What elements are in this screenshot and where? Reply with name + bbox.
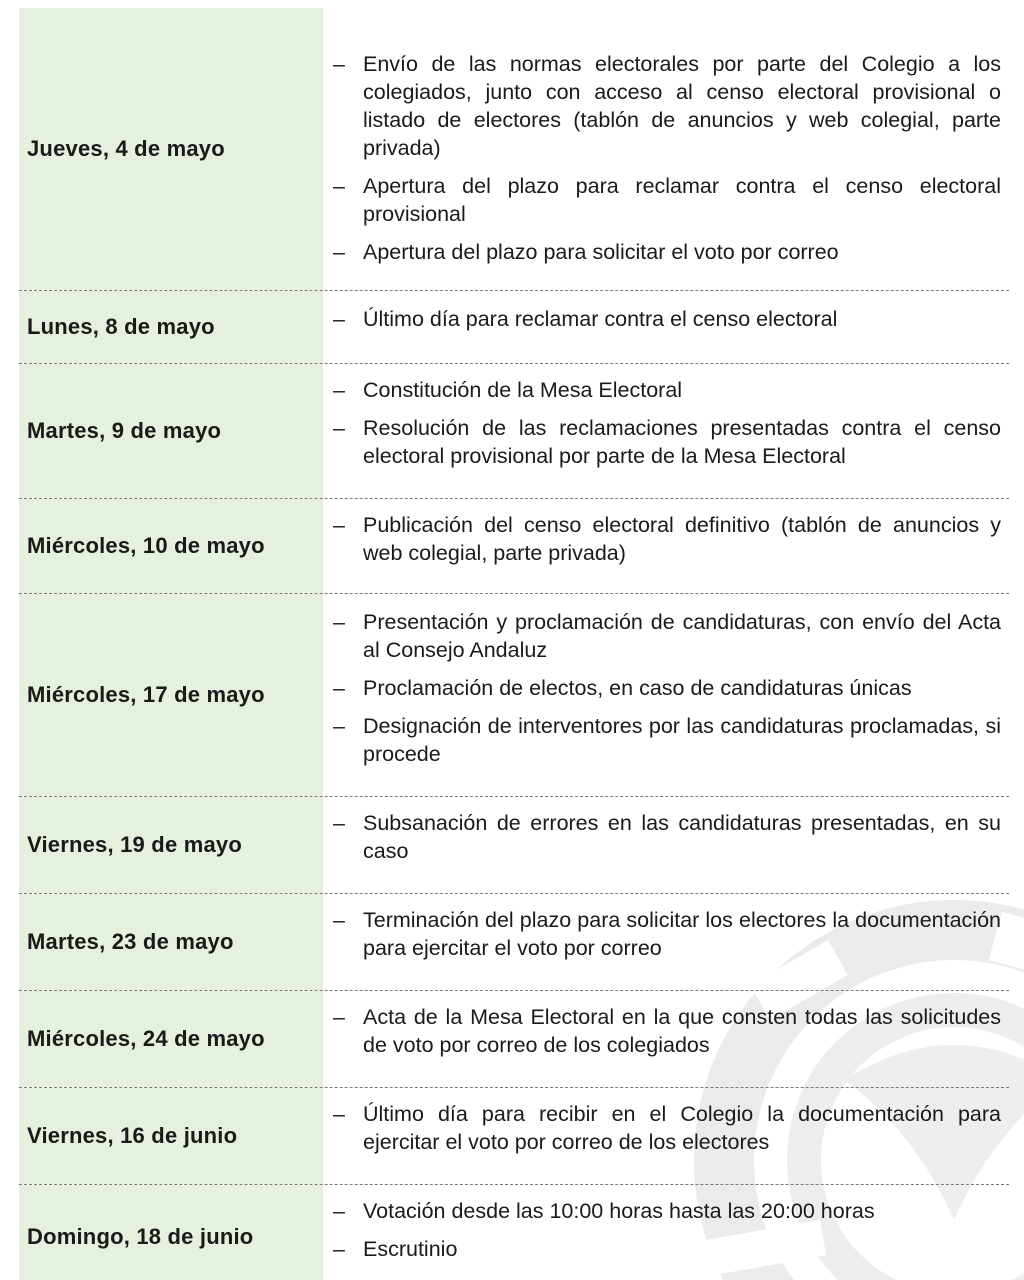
schedule-date: Domingo, 18 de junio bbox=[19, 1185, 323, 1280]
schedule-items bbox=[323, 8, 1009, 290]
schedule-date: Viernes, 19 de mayo bbox=[19, 797, 323, 893]
schedule-row bbox=[19, 1185, 1009, 1280]
schedule-row bbox=[19, 894, 1009, 991]
schedule-items bbox=[323, 291, 1009, 363]
schedule-row bbox=[19, 291, 1009, 364]
schedule-item bbox=[323, 305, 1001, 333]
schedule-item-text: Acta de la Mesa Electoral en la que consten todas las solicitudes de voto por correo de los colegiados bbox=[363, 1005, 1001, 1057]
schedule-item-text: Votación desde las 10:00 horas hasta las 20:00 horas bbox=[363, 1199, 875, 1223]
schedule-items bbox=[323, 797, 1009, 893]
bullet-dash: – bbox=[333, 378, 345, 402]
schedule-item bbox=[323, 376, 1001, 404]
bullet-dash: – bbox=[333, 174, 345, 198]
bullet-dash: – bbox=[333, 416, 345, 440]
schedule-date: Martes, 9 de mayo bbox=[19, 364, 323, 498]
schedule-item bbox=[323, 50, 1001, 162]
schedule-date: Viernes, 16 de junio bbox=[19, 1088, 323, 1184]
schedule-date: Miércoles, 10 de mayo bbox=[19, 499, 323, 593]
schedule-item-text: Resolución de las reclamaciones presentadas contra el censo electoral provisional por parte de la Mesa Electoral bbox=[363, 416, 1001, 468]
schedule-item bbox=[323, 1003, 1001, 1059]
schedule-item bbox=[323, 238, 1001, 266]
schedule-row bbox=[19, 8, 1009, 291]
bullet-dash: – bbox=[333, 1005, 345, 1029]
schedule-item bbox=[323, 674, 1001, 702]
bullet-dash: – bbox=[333, 1102, 345, 1126]
schedule-date: Miércoles, 24 de mayo bbox=[19, 991, 323, 1087]
schedule-items bbox=[323, 1088, 1009, 1184]
schedule-item-text: Apertura del plazo para solicitar el voto por correo bbox=[363, 240, 839, 264]
schedule-item-text: Terminación del plazo para solicitar los electores la documentación para ejercitar el voto por correo bbox=[363, 908, 1001, 960]
schedule-items bbox=[323, 894, 1009, 990]
bullet-dash: – bbox=[333, 676, 345, 700]
schedule-item-text: Subsanación de errores en las candidaturas presentadas, en su caso bbox=[363, 811, 1001, 863]
schedule-item bbox=[323, 1197, 1001, 1225]
schedule-item-text: Designación de interventores por las candidaturas proclamadas, si procede bbox=[363, 714, 1001, 766]
schedule-items bbox=[323, 1185, 1009, 1280]
schedule-date: Jueves, 4 de mayo bbox=[19, 8, 323, 290]
schedule-date: Martes, 23 de mayo bbox=[19, 894, 323, 990]
bullet-dash: – bbox=[333, 1199, 345, 1223]
schedule-item-text: Publicación del censo electoral definitivo (tablón de anuncios y web colegial, parte privada) bbox=[363, 513, 1001, 565]
schedule-item bbox=[323, 414, 1001, 470]
schedule-date: Miércoles, 17 de mayo bbox=[19, 594, 323, 796]
bullet-dash: – bbox=[333, 240, 345, 264]
schedule-row bbox=[19, 797, 1009, 894]
schedule-items bbox=[323, 594, 1009, 796]
schedule-row bbox=[19, 1088, 1009, 1185]
schedule-item-text: Envío de las normas electorales por parte del Colegio a los colegiados, junto con acceso al censo electoral provisional o listado de electores (tablón de anuncios y web colegial, parte privada) bbox=[363, 52, 1001, 160]
schedule-item bbox=[323, 1100, 1001, 1156]
bullet-dash: – bbox=[333, 811, 345, 835]
schedule-item bbox=[323, 1235, 1001, 1263]
schedule-item-text: Proclamación de electos, en caso de candidaturas únicas bbox=[363, 676, 912, 700]
bullet-dash: – bbox=[333, 513, 345, 537]
schedule-item bbox=[323, 608, 1001, 664]
electoral-calendar-table bbox=[19, 8, 1009, 1280]
schedule-item-text: Constitución de la Mesa Electoral bbox=[363, 378, 683, 402]
schedule-item bbox=[323, 172, 1001, 228]
schedule-items bbox=[323, 499, 1009, 593]
bullet-dash: – bbox=[333, 307, 345, 331]
schedule-date: Lunes, 8 de mayo bbox=[19, 291, 323, 363]
schedule-item-text: Último día para reclamar contra el censo electoral bbox=[363, 307, 838, 331]
schedule-row bbox=[19, 499, 1009, 594]
schedule-items bbox=[323, 364, 1009, 498]
bullet-dash: – bbox=[333, 714, 345, 738]
schedule-items bbox=[323, 991, 1009, 1087]
bullet-dash: – bbox=[333, 610, 345, 634]
bullet-dash: – bbox=[333, 1237, 345, 1261]
schedule-item bbox=[323, 809, 1001, 865]
schedule-row bbox=[19, 364, 1009, 499]
schedule-item-text: Último día para recibir en el Colegio la documentación para ejercitar el voto por correo de los electores bbox=[363, 1102, 1001, 1154]
schedule-item-text: Escrutinio bbox=[363, 1237, 458, 1261]
schedule-item-text: Presentación y proclamación de candidaturas, con envío del Acta al Consejo Andaluz bbox=[363, 610, 1001, 662]
schedule-item bbox=[323, 906, 1001, 962]
schedule-item bbox=[323, 712, 1001, 768]
bullet-dash: – bbox=[333, 908, 345, 932]
schedule-row bbox=[19, 991, 1009, 1088]
schedule-item-text: Apertura del plazo para reclamar contra el censo electoral provisional bbox=[363, 174, 1001, 226]
schedule-row bbox=[19, 594, 1009, 797]
bullet-dash: – bbox=[333, 52, 345, 76]
schedule-item bbox=[323, 511, 1001, 567]
